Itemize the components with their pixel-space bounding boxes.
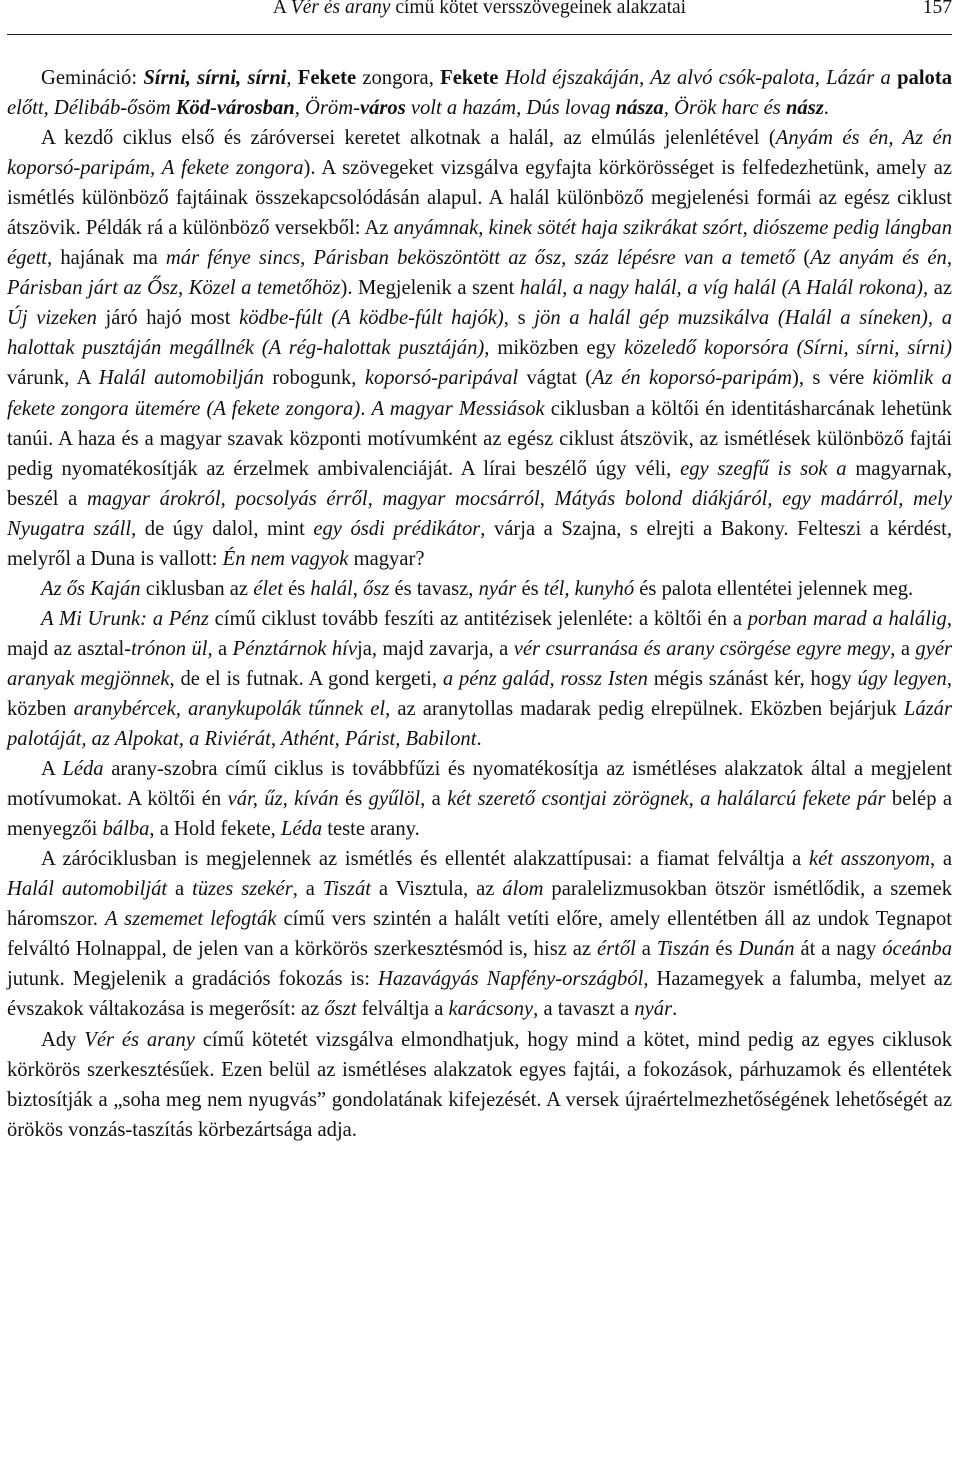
text-run: , de úgy dalol, mint (131, 517, 314, 540)
italic-text: álom (502, 878, 544, 901)
text-run: című vers szintén a halált vetíti előre, amely ellentétben áll az undok Tegnapot felváltó Holnappal, de jelen van a körkörös szerkesztésmód is, hisz az (7, 908, 952, 961)
text-run: ciklusban a költői én identitásharcának lehetünk tanúi. A haza és a magyar szavak központi motívumként az egész ciklust átszövik, az ismétlések különböző fajtái pedig nyomatékosítják az érzelmek ambivalenciáját. A lírai beszélő úgy véli, (7, 397, 953, 480)
bold-text: Fekete (297, 67, 357, 89)
italic-text: Hazavágyás Napfény-országból (377, 968, 644, 991)
text-run: ciklusban az (140, 577, 254, 600)
text-run: és (338, 788, 369, 811)
text-run: magyarnak, beszél a (7, 457, 952, 510)
text-run: , (539, 487, 555, 510)
italic-text: két asszonyom (809, 848, 930, 871)
italic-text: Új vizeken (7, 307, 97, 330)
italic-text: ősz (363, 577, 390, 600)
italic-text: vár, űz, kíván (227, 788, 339, 811)
text-run: , a tavaszt a (533, 998, 635, 1021)
text-run: át a nagy (794, 938, 883, 961)
italic-text: nyár (478, 577, 517, 600)
italic-text: anyámnak, kinek sötét haja szikrákat szórt, diószeme pedig lángban égett, (7, 217, 952, 270)
text-run: , s (503, 307, 535, 330)
italic-text: halál, a nagy halál, a víg halál (A Halál rokona), (519, 277, 929, 300)
italic-text: kiömlik a fekete zongora ütemére (A fekete zongora) (7, 367, 952, 420)
paragraph (7, 63, 952, 123)
text-run: belép a menyegzői (7, 788, 953, 841)
text-run: és (516, 577, 544, 600)
italic-text: egy ósdi prédikátor (313, 517, 481, 540)
italic-text: Mátyás bolond diákjáról, egy madárról, mely Nyugatra száll (7, 487, 952, 540)
italic-text: Halál automobilján (98, 367, 264, 390)
text-run: , a (930, 848, 952, 871)
italic-text: óceánba (882, 938, 953, 961)
text-run: ja, majd zavarja, a (357, 637, 514, 660)
text-run: és (282, 577, 311, 600)
italic-text: trónon ül (131, 637, 208, 660)
italic-text: őszt (324, 998, 357, 1021)
text-run: arany-szobra című ciklus is továbbfűzi és nyomatékosítja az ismétléses alakzatok által a megjelent motívumokat. A költői én (7, 758, 953, 811)
text-run: , a (890, 637, 916, 660)
paragraph (7, 574, 952, 604)
italic-text: gyér aranyak megjönnek (7, 637, 953, 690)
bold-text: Fekete (440, 67, 499, 89)
italic-text: Az anyám és én, Párisban járt az Ősz, Közel a temetőhöz (7, 247, 952, 300)
text-run: , a Hold fekete, (149, 818, 281, 841)
text-run: , a (207, 637, 233, 660)
bold-run (143, 67, 286, 89)
italic-text: karácsony (448, 998, 534, 1021)
text-run: és tavasz, (389, 577, 479, 600)
italic-text: aranybércek, aranykupolák tűnnek el (73, 697, 386, 720)
text-run: mégis szánást kér, hogy (647, 667, 858, 690)
text-run: ), s vére (791, 367, 873, 390)
running-title-suffix: című kötet versszövegeinek alakzatai (390, 0, 687, 18)
italic-text: már fénye sincs, Párisban beköszöntött az ősz, száz lépésre van a temető (165, 247, 796, 270)
text-run: című ciklust tovább feszíti az antitézisek jelenléte: a költői én a (208, 607, 748, 630)
text-run: . (823, 97, 829, 120)
italic-text: , Örök harc és (663, 97, 786, 120)
paragraph (7, 844, 952, 1024)
italic-text: Léda (280, 818, 323, 841)
text-run: járó hajó most (96, 307, 240, 330)
text-run: a Visztula, az (370, 878, 503, 901)
bold-italic-text: Sírni, sírni, sírni (143, 67, 287, 89)
bold-italic-text: Köd-városban (175, 97, 295, 120)
text-run: paralelizmusokban ötször ismétlődik, a szemek háromszor. (7, 878, 953, 931)
running-title-book: Vér és arany (290, 0, 391, 18)
italic-text: A Mi Urunk: a Pénz (41, 607, 209, 630)
body-text (7, 63, 952, 1145)
italic-text: közeledő koporsóra (Sírni, sírni, sírni) (624, 337, 952, 360)
text-run: felváltja a (356, 998, 449, 1021)
text-run: a (635, 938, 657, 961)
bold-run (786, 97, 824, 119)
italic-text: Léda (62, 758, 104, 781)
text-run: a (167, 878, 193, 901)
italic-text: egy szegfű is sok a (680, 457, 847, 480)
text-run: és palota ellentétei jelennek meg. (634, 577, 914, 600)
italic-text: vér csurranása és arany csörgése egyre megy (513, 637, 891, 660)
text-run: hajának ma (52, 247, 166, 270)
italic-text: porban marad a halálig (747, 607, 947, 630)
paragraph (7, 604, 952, 754)
text-run: teste arany. (322, 818, 420, 841)
running-title-prefix: A (272, 0, 291, 18)
italic-text: Tiszát (322, 878, 371, 901)
text-run: ). Megjelenik a szent (340, 277, 520, 300)
italic-text: ködbe-fúlt (A ködbe-fúlt hajók) (239, 307, 504, 330)
text-run: című kötetét vizsgálva elmondhatjuk, hogy mind a kötet, mind pedig az egyes ciklusok körkörös szerkesztésűek. Ezen belül az ismétléses alakzatok egyes fajtái, a fokozások, párhuzamok és ellentétek biztosítják a „soha meg nem nyugvás” gondolatának kifejezését. A versek újraértelmezhetőségének lehetőségét az örökös vonzás-taszítás körbezártsága adja. (7, 1028, 953, 1141)
italic-text: élet (253, 577, 283, 600)
text-run: az (928, 277, 952, 300)
italic-text: Anyám és én, Az én koporsó-paripám, A fekete zongora (7, 127, 952, 180)
bold-italic-text: város (359, 97, 406, 120)
italic-text: értől (596, 938, 636, 961)
paragraph (7, 1025, 952, 1145)
text-run: vágtat ( (518, 367, 593, 390)
italic-text: nyár (634, 998, 673, 1021)
text-run: , közben (7, 667, 952, 720)
text-run: , a (292, 878, 323, 901)
italic-text: magyar árokról, pocsolyás érről, magyar mocsárról (87, 487, 540, 510)
italic-text: Hold éjszakáján, Az alvó csók-palota, Lázár a (504, 67, 898, 89)
text-run: ). A szövegeket vizsgálva egyfajta körkörösséget is felfedezhetünk, amely az ismétlés különböző fajtáinak összekapcsolódásán alapul. A halál különböző megjelenési formái az egész ciklust átszövik. Példák rá a különböző versekből: Az (7, 157, 952, 240)
text-run: , (286, 67, 298, 89)
italic-text: tél, kunyhó (543, 577, 635, 600)
text-run: , Hazamegyek a falumba, melyet az évszakok váltakozása is megerősít: az (7, 968, 952, 1021)
paragraph (7, 123, 952, 574)
text-run: jutunk. Megjelenik a gradációs fokozás is: (7, 968, 378, 991)
italic-text: bálba (102, 818, 150, 841)
italic-text: A szememet lefogták (104, 908, 277, 931)
italic-text: koporsó-paripával (364, 367, 519, 390)
text-run: , majd az asztal- (7, 607, 953, 660)
bold-italic-text: nász (785, 97, 824, 120)
italic-text: volt a hazám, Dús lovag (405, 97, 616, 120)
text-run: magyar? (348, 547, 425, 570)
italic-text: Vér és arany (84, 1028, 195, 1051)
italic-text: halál (310, 577, 353, 600)
text-run: . (672, 998, 678, 1021)
italic-text: , Öröm- (294, 97, 360, 120)
italic-text: Az én koporsó-paripám (592, 367, 792, 390)
italic-text: előtt, Délibáb-ősöm (7, 97, 176, 120)
text-run: , de el is futnak. A gond kergeti, (169, 667, 443, 690)
italic-text: Halál automobilját (7, 878, 168, 901)
text-run: A kezdő ciklus első és záróversei keretet alkotnak a halál, az elmúlás jelenlétével ( (41, 127, 776, 150)
italic-text: két szerető csontjai zörögnek, a halálarcú fekete pár (447, 788, 886, 811)
italic-text: a pénz galád, rossz Isten (442, 667, 648, 690)
running-title (7, 0, 952, 23)
italic-text: Tiszán (656, 938, 710, 961)
italic-text: jön a halál gép muzsikálva (Halál a síneken), a halottak pusztáján megállnék (A rég-halottak pusztáján) (7, 307, 952, 360)
bold-run (360, 97, 406, 119)
text-run: . (360, 397, 372, 420)
text-run: A (41, 758, 63, 781)
bold-italic-text: násza (615, 97, 664, 120)
italic-text: Lázár palotáját, az Alpokat, a Riviérát, Athént, Párist, Babilont (7, 697, 952, 751)
italic-text: A magyar Messiások (371, 397, 545, 420)
text-run: robogunk, (263, 367, 365, 390)
italic-text: gyűlöl (368, 788, 421, 811)
text-run: , az aranytollas madarak pedig elrepülnek. Eközben bejárjuk (385, 697, 904, 720)
italic-text: Pénztárnok hív (232, 637, 358, 660)
italic-text: tüzes szekér (192, 878, 293, 901)
text-run: , miközben egy (484, 337, 625, 360)
page-number: 157 (922, 0, 952, 18)
bold-text: palota (897, 67, 952, 89)
bold-run (616, 97, 664, 119)
italic-text: Én nem vagyok (222, 547, 349, 570)
text-run: Ady (41, 1028, 85, 1051)
italic-text: Dunán (738, 938, 795, 961)
text-run: A záróciklusban is megjelennek az ismétlés és ellentét alakzattípusai: a fiamat felváltja a (41, 848, 810, 871)
paragraph (7, 754, 952, 844)
text-run: , (352, 577, 364, 600)
text-run: . (476, 728, 482, 751)
text-run: várunk, A (7, 367, 99, 390)
text-run: , a (420, 788, 448, 811)
running-header (7, 0, 952, 35)
italic-text: úgy legyen (857, 667, 947, 690)
text-run: ( (795, 247, 811, 270)
text-run: zongora, (356, 67, 441, 89)
text-run: és (709, 938, 739, 961)
italic-text: Az ős Kaján (41, 577, 141, 600)
bold-run (176, 97, 295, 119)
text-run: Gemináció: (41, 67, 144, 89)
text-run: , várja a Szajna, s elrejti a Bakony. Felteszi a kérdést, melyről a Duna is vallott: (7, 517, 952, 570)
